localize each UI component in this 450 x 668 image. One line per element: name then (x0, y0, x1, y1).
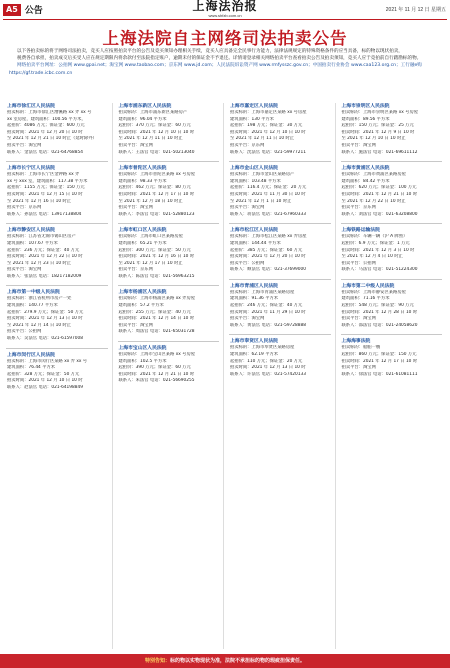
auction-notice (116, 103, 222, 156)
notice-line: 拍卖标的：上海市宝山区某路 xx 号房屋 (118, 352, 196, 358)
notice-line: 建筑面积：89.56 平方米 (341, 116, 390, 122)
notice-line: 拍卖标的：上海市崇明区某路 xx 号房屋 (341, 110, 419, 115)
notice-line: 至 2021 年 12 月 10 日 10 时止 (341, 136, 406, 142)
notice-line: 拍卖时间：2021 年 12 月 28 日 10 时 (341, 309, 418, 315)
notice-line: 联系人：李法官 电话：021-52880123 (118, 211, 195, 217)
issue-date: 2021 年 11 月 12 日 星期五 (385, 7, 446, 13)
notice-divider (341, 223, 443, 224)
notice-line: 建筑面积：130 平方米 (230, 116, 274, 122)
auction-notice (4, 289, 110, 342)
notice-divider (341, 161, 443, 162)
notice-divider (118, 161, 220, 162)
notice-divider (6, 348, 108, 349)
notice-divider (229, 223, 331, 224)
notice-line: 建筑面积：57.2 平方米 (118, 303, 164, 309)
notice-line: 拍卖时间：2021 年 12 月 22 日 10 时 (7, 254, 83, 260)
auction-notice (339, 165, 445, 218)
notice-line: 至 2021 年 12 月 14 日 10 时止 (7, 322, 72, 328)
notice-line: 拍卖平台：公拍网 (230, 260, 265, 266)
auction-notice (116, 289, 222, 336)
notice-line: 建筑面积：76.44 平方米 (7, 365, 56, 371)
notice-line: 拍卖平台：淘宝网 (230, 205, 265, 211)
notice-line: 建筑面积：96.04 平方米 (118, 116, 167, 122)
masthead (150, 0, 300, 19)
notice-line: 拍卖时间：2021 年 12 月 9 日 10 时 (341, 129, 415, 135)
notice-line: 联系人：陈法官 电话：021-56963215 (118, 273, 195, 279)
notice-divider (118, 223, 220, 224)
auction-notice (116, 227, 222, 280)
court-name: 上海市长宁区人民法院 (7, 166, 55, 172)
notice-divider (6, 223, 108, 224)
notice-line: 起拍价：6.9 万元；保证金：1 万元 (341, 240, 410, 246)
notice-line: 拍卖标的：上海市杨浦区某路 xx 弄房屋 (118, 296, 196, 302)
notice-line: 起拍价：385 万元；保证金：60 万元 (230, 247, 303, 253)
notice-line: 拍卖平台：淘宝网 (118, 322, 153, 328)
court-name: 上海市金山区人民法院 (230, 166, 278, 172)
notice-line: 起拍价：548 万元；保证金：90 万元 (341, 303, 414, 309)
notice-line: 至 2021 年 12 月 22 日 10 时止 (341, 198, 406, 204)
notice-divider (6, 161, 108, 162)
auction-notice (227, 103, 333, 156)
notice-line: 拍卖标的：上海市奉贤区某路房屋 (230, 345, 295, 351)
court-name: 上海铁路运输法院 (341, 228, 380, 234)
auction-notice (116, 345, 222, 385)
notice-line: 拍卖标的：上海市黄浦区某路房屋 (341, 172, 406, 178)
notice-line: 建筑面积：65.21 平方米 (118, 240, 167, 246)
notice-divider (341, 334, 443, 335)
notice-line: 拍卖时间：2021 年 11 月 29 日 10 时 (230, 309, 306, 315)
court-name: 上海市杨浦区人民法院 (118, 290, 167, 296)
notice-line: 拍卖时间：2021 年 12 月 3 日 10 时 (341, 247, 415, 253)
page-header (0, 0, 450, 22)
notice-line: 拍卖标的：上海市金山区某路房产 (230, 172, 295, 178)
notice-line: 至 2021 年 12 月 18 日 10 时止 (118, 198, 183, 204)
notice-line: 拍卖平台：淘宝网 (7, 267, 42, 273)
notice-line: 拍卖时间：2021 年 12 月 15 日 10 时 (7, 191, 83, 197)
notice-line: 联系人：吴法官 电话：021-61597008 (7, 336, 83, 342)
header-rule (3, 19, 447, 20)
notice-line: 建筑面积：91.36 平方米 (230, 296, 279, 302)
notice-line: 建筑面积：144.44 平方米 (230, 240, 281, 246)
notice-line: 拍卖标的：江苏省无锡市锡山区房产 (7, 234, 76, 240)
court-name: 上海市嘉定区人民法院 (230, 104, 278, 109)
court-name: 上海市第二中级人民法院 (341, 283, 395, 289)
notice-line: 拍卖时间：2021 年 12 月 20 日 10 时 (230, 254, 306, 260)
notice-line: 起拍价：4086 万元；保证金：600 万元 (7, 123, 85, 129)
notice-line: 拍卖平台：淘宝网 (118, 142, 153, 148)
notice-line: 起拍价：110 万元；保证金：20 万元 (230, 358, 303, 364)
header-left (3, 3, 43, 16)
auction-notice (4, 352, 110, 392)
notice-line: 联系人：蒋法官 电话：021-67960333 (230, 211, 306, 217)
auction-notice (116, 165, 222, 218)
court-name: 上海市虹口区人民法院 (118, 228, 167, 234)
notice-line: 拍卖时间：2021 年 12 月 10 日 10 时 (230, 129, 306, 135)
notice-line: 联系人：许法官 电话：021-57420133 (230, 371, 306, 377)
notice-line: 建筑面积：71.16 平方米 (341, 296, 390, 302)
notice-line: 拍卖时间：2021 年 11 月 30 日 10 时 (230, 191, 306, 197)
notice-line: 拍卖时间：2021 年 12 月 17 日 10 时 (341, 358, 418, 364)
notice-line: 拍卖时间：2021 年 12 月 10 日 10 时 (118, 129, 195, 135)
auction-notice (339, 283, 445, 330)
notice-divider (341, 279, 443, 280)
auction-notice (227, 283, 333, 330)
notice-line: 建筑面积：102.5 平方米 (118, 358, 167, 364)
notice-line: 至 2021 年 12 月 23 日 10 时止 (7, 260, 72, 266)
notice-line: 拍卖时间：2021 年 12 月 13 日 10 时 (230, 365, 306, 371)
notice-line: 起拍价：620 万元；保证金：100 万元 (341, 185, 417, 191)
notice-line: 至 2021 年 12 月 4 日 10 时止 (341, 254, 403, 260)
paper-name: 上海法治报 (192, 0, 258, 13)
notice-line: 拍卖时间：2021 年 12 月 21 日 10 时 (118, 371, 195, 377)
notice-line: 联系人：张法官 电话：18217182009 (7, 273, 82, 279)
notice-line: 起拍价：246 万元；保证金：40 万元 (230, 303, 303, 309)
notice-line: 拍卖平台：京东网 (7, 205, 42, 211)
notice-line: 联系人：顾法官 电话：021-37699000 (230, 267, 306, 273)
notice-line: 拍卖时间：2021 年 12 月 17 日 10 时 (118, 191, 195, 197)
notice-line: 拍卖标的：船舶一艘 (341, 345, 381, 351)
notice-line: 至 2021 年 12 月 11 日 10 时止 (118, 136, 183, 142)
notice-line: 拍卖标的：上海市青浦区某路房屋 (230, 289, 295, 295)
notice-line: 拍卖平台：京东网 (118, 267, 153, 273)
notice-line: 拍卖标的：上海市浦东新区某路房产 (118, 110, 188, 115)
notice-line: 建筑面积：62.19 平方米 (230, 352, 279, 358)
auction-notice (227, 338, 333, 378)
notice-line: 拍卖平台：淘宝网 (341, 316, 376, 322)
footer-banner (0, 654, 450, 668)
page-title: 上海法院自主网络司法拍卖公告 (102, 29, 348, 48)
auction-notice (227, 165, 333, 218)
notice-line: 联系人：黄法官 电话：021-59728888 (230, 322, 306, 328)
court-name: 上海市浦东新区人民法院 (118, 104, 172, 109)
notice-line: 起拍价：860 万元；保证金：150 万元 (341, 352, 417, 358)
court-name: 上海市崇明区人民法院 (341, 104, 390, 109)
court-name: 上海市奉贤区人民法院 (230, 339, 278, 345)
notice-line: 拍卖标的：上海市长宁区金钟路 xx 弄 (7, 172, 80, 178)
court-name: 上海市黄浦区人民法院 (341, 166, 390, 172)
notice-line: 联系人：沈法官 电话：021-59977211 (230, 149, 306, 155)
notice-line: 联系人：徐法官 电话：021-61081111 (341, 371, 418, 377)
notice-line: 拍卖时间：2021 年 12 月 14 日 10 时 (118, 316, 195, 322)
notice-line: 拍卖时间：2021 年 12 月 16 日 10 时 (118, 254, 195, 260)
court-name: 上海市第一中级人民法院 (7, 290, 60, 296)
footer-text: 标的物以实物现状为准，法院不承担标的物的瑕疵担保责任。 (170, 658, 306, 664)
auction-notice (4, 165, 110, 218)
paper-url: www.shfzb.com.cn (208, 13, 242, 18)
notice-line: 起拍价：198 万元；保证金：30 万元 (230, 123, 303, 129)
notice-line: 起拍价：150 万元；保证金：25 万元 (341, 123, 414, 129)
notice-line: 起拍价：462 万元；保证金：80 万元 (118, 185, 191, 191)
notice-line: 联系人：邵法官 电话：021-24058620 (341, 322, 418, 328)
intro-paragraph-2: 税费各自承担，拍卖成交后买受人应在规定期限内将余款付至法院指定账户，逾期未付的保证金不予退还。详情请登录相关网络拍卖平台查看拍卖公告及拍卖须知，竞买人应于竞拍前自行踏勘标的物。 (17, 56, 422, 62)
notice-line: 拍卖标的：车辆一辆（沪 A 牌照） (341, 234, 408, 240)
notice-line: 拍卖平台：京东网 (341, 205, 376, 211)
notice-line: 拍卖平台：公拍网 (341, 260, 376, 266)
auction-notice (339, 338, 445, 378)
notice-line: 联系人：马法官 电话：021-51224300 (341, 267, 418, 273)
notice-line: 拍卖平台：京东网 (230, 142, 265, 148)
court-name: 上海市普陀区人民法院 (118, 166, 167, 172)
notice-line: 起拍价：279.9 万元；保证金：50 万元 (7, 309, 84, 315)
notice-columns (4, 103, 446, 649)
notice-line: 拍卖标的：上海市虹口区某路房屋 (118, 234, 183, 240)
notice-line: 至 2021 年 12 月 11 日 10 时止 (230, 136, 295, 142)
notice-line: 拍卖标的：上海市普陀区某路 xx 号房屋 (118, 172, 196, 178)
notice-divider (6, 285, 108, 286)
notice-line: 拍卖平台：淘宝网 (7, 142, 42, 148)
notice-line: 拍卖时间：2021 年 12 月 20 日 10 时 (7, 129, 83, 135)
notice-line: 建筑面积：98.33 平方米 (118, 178, 167, 184)
notice-line: 至 2021 年 12 月 21 日 10 时止（延时除外） (7, 136, 97, 142)
notice-line: 起拍价：370 万元；保证金：60 万元 (118, 123, 191, 129)
notice-line: 联系人：周法官 电话：021-65031728 (118, 329, 195, 335)
notice-divider (229, 279, 331, 280)
notice-line: xx 室房屋，建筑面积：100.56 平方米， (7, 116, 86, 122)
notice-line: 起拍价：236 万元；保证金：40 万元 (7, 247, 80, 253)
intro-paragraph-1: 以下各拍卖标的将于网络司法拍卖，竞买人应按照拍卖平台的公告及竞买须知办理相关手续，竞买人应具备完全民事行为能力，法律法规规定的特殊资格条件的应当具备，标的物以现状拍卖， (17, 49, 403, 54)
notice-line: 建筑面积：140.77 平方米 (7, 303, 58, 309)
notice-line: 拍卖标的：上海市徐汇区漕溪路 xx 弄 xx 号 (7, 110, 92, 115)
notice-line: 联系人：赵法官 电话：021-64198849 (7, 385, 83, 390)
notice-line: 拍卖平台：公拍网 (7, 329, 42, 335)
notice-line: 联系人：朱法官 电话：021-56690255 (118, 378, 195, 384)
auction-notice (339, 227, 445, 274)
notice-line: 拍卖平台：淘宝网 (341, 142, 376, 148)
notice-column (116, 103, 225, 649)
notice-line: 联系人：施法官 电话：021-69611112 (341, 149, 418, 155)
notice-line: 联系人：刘法官 电话：021-63208800 (341, 211, 418, 217)
notice-column (339, 103, 447, 649)
notice-line: 建筑面积：107.67 平方米 (7, 240, 58, 246)
notice-line: 拍卖标的：上海市松江区某路 xx 弄房屋 (230, 234, 307, 240)
notice-line: 联系人：王法官 电话：021-50213040 (118, 149, 195, 155)
auction-notice (4, 103, 110, 156)
notice-line: 拍卖平台：淘宝网 (118, 205, 153, 211)
notice-line: 起拍价：116.4 万元；保证金：20 万元 (230, 185, 307, 191)
notice-line: 拍卖时间：2021 年 12 月 21 日 10 时 (341, 191, 418, 197)
court-name: 上海市松江区人民法院 (230, 228, 278, 234)
court-name: 上海市宝山区人民法院 (118, 346, 167, 352)
notice-line: 起拍价：255 万元；保证金：40 万元 (118, 309, 191, 315)
notice-column (4, 103, 113, 649)
notice-line: 联系人：孙法官 电话：13917138804 (7, 211, 82, 217)
notice-line: 拍卖标的：上海市静安区某路房屋 (341, 289, 406, 295)
notice-column (227, 103, 336, 649)
notice-line: 拍卖平台：淘宝网 (341, 365, 376, 371)
page-number-badge: A5 (3, 4, 21, 16)
notice-divider (229, 161, 331, 162)
court-name: 上海市闵行区人民法院 (7, 352, 55, 358)
notice-line: 至 2021 年 12 月 1 日 10 时止 (230, 198, 292, 204)
court-name: 上海市徐汇区人民法院 (7, 104, 55, 109)
auction-notice (227, 227, 333, 274)
notice-line: 起拍价：300 万元；保证金：50 万元 (118, 247, 191, 253)
notice-line: 拍卖平台：淘宝网 (230, 316, 265, 322)
section-label: 公告 (24, 6, 43, 16)
notice-line: 联系人：金法官 电话：021-64768854 (7, 149, 83, 155)
auction-notice (4, 227, 110, 280)
notice-line: 拍卖标的：上海市嘉定区某路 xx 号房屋 (230, 110, 307, 115)
platform-list: 网络拍卖平台网址：公拍网 www.gpai.net；淘宝网 www.taobao.com；京东网 www.jd.com；人民法院诉讼资产网 www.rmfysszc.gov.cn；中国拍卖行业协会 www.caa123.org.cn；工行融e购 https://gf.trade.icbc.com.cn (9, 63, 422, 76)
notice-line: 起拍价：390 万元；保证金：60 万元 (118, 365, 191, 371)
notice-line: 至 2021 年 12 月 17 日 10 时止 (118, 260, 183, 266)
notice-line: 拍卖标的：上海市闵行区某路 xx 弄 xx 号 (7, 358, 88, 364)
notice-line: 建筑面积：84.42 平方米 (341, 178, 390, 184)
notice-divider (118, 341, 220, 342)
notice-line: 起拍价：328 万元；保证金：50 万元 (7, 371, 80, 377)
court-name: 上海市静安区人民法院 (7, 228, 55, 234)
notice-divider (118, 285, 220, 286)
notice-line: 至 2021 年 12 月 16 日 10 时止 (7, 198, 72, 204)
court-name: 上海海事法院 (341, 339, 371, 345)
notice-line: 拍卖标的：浙江省杭州市房产一处 (7, 296, 72, 302)
notice-line: xx 号 xxx 室，建筑面积：117.38 平方米 (7, 178, 88, 184)
notice-line: 拍卖时间：2021 年 12 月 13 日 10 时 (7, 316, 83, 322)
notice-line: 起拍价：1155 万元；保证金：150 万元 (7, 185, 85, 191)
intro-text (9, 48, 441, 77)
court-name: 上海市青浦区人民法院 (230, 283, 278, 289)
notice-divider (229, 334, 331, 335)
auction-notice (339, 103, 445, 156)
notice-line: 拍卖时间：2021 年 12 月 10 日 10 时 (7, 378, 83, 384)
notice-line: 建筑面积：103.48 平方米 (230, 178, 281, 184)
footer-label: 特别告知： (144, 658, 170, 664)
